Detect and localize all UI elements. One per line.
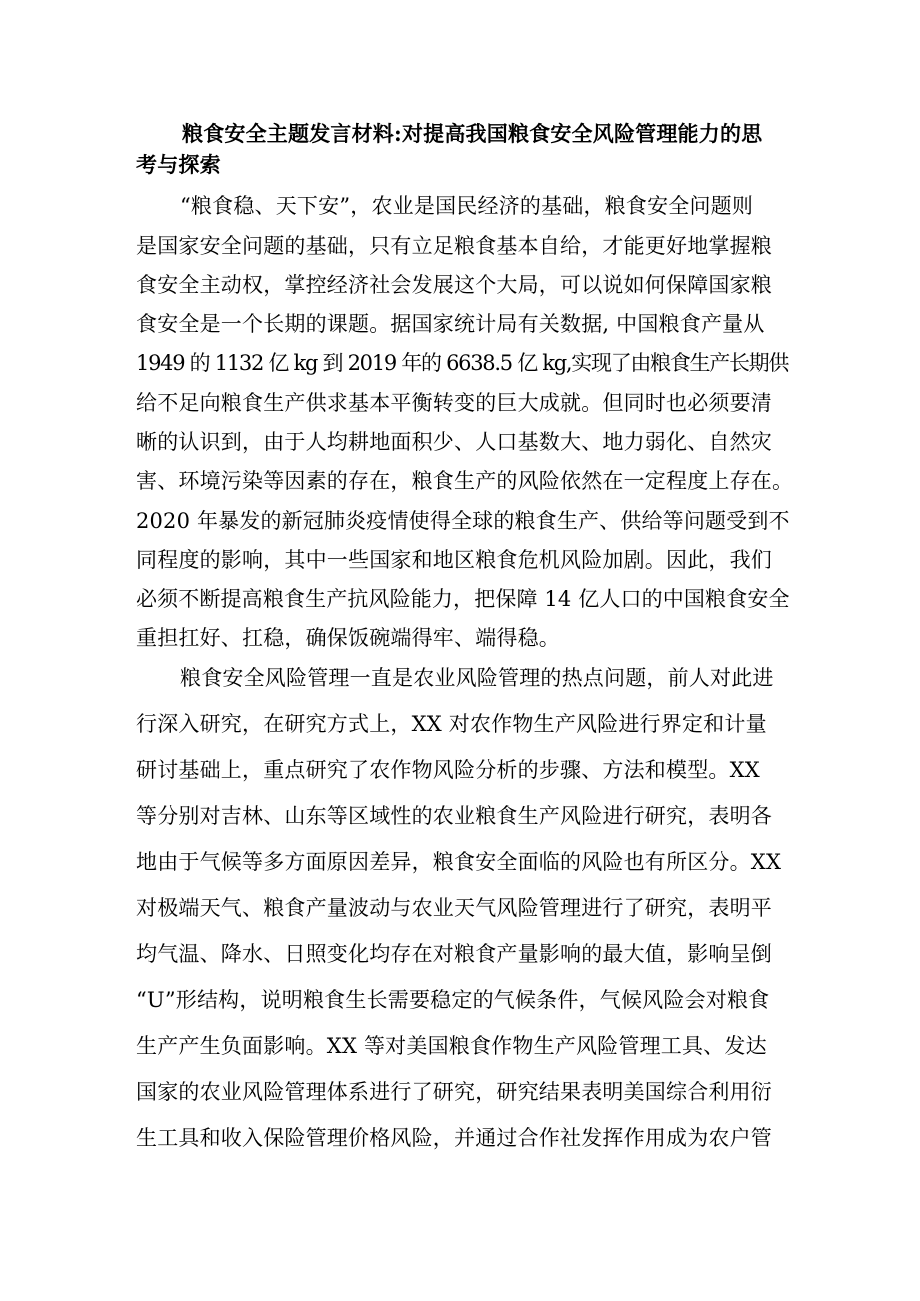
paragraph-1-line-9: 2020 年暴发的新冠肺炎疫情使得全球的粮食生产、供给等问题受到不: [136, 509, 790, 533]
paragraph-2-line-9: 生产产生负面影响。XX 等对美国粮食作物生产风险管理工具、发达: [136, 1034, 767, 1058]
paragraph-1-line-11: 必须不断提高粮食生产抗风险能力，把保障 14 亿人口的中国粮食安全: [136, 587, 790, 611]
paragraph-1-line-6: 给不足向粮食生产供求基本平衡转变的巨大成就。但同时也必须要清: [136, 391, 772, 415]
paragraph-2-line-5: 地由于气候等多方面原因差异，粮食安全面临的风险也有所区分。XX: [136, 850, 782, 874]
paragraph-2-line-11: 生工具和收入保险管理价格风险，并通过合作社发挥作用成为农户管: [136, 1126, 772, 1150]
paragraph-2-line-10: 国家的农业风险管理体系进行了研究，研究结果表明美国综合利用衍: [136, 1080, 772, 1104]
paragraph-1-line-12: 重担扛好、扛稳，确保饭碗端得牢、端得稳。: [136, 626, 560, 650]
paragraph-1-line-10: 同程度的影响，其中一些国家和地区粮食危机风险加剧。因此，我们: [136, 548, 772, 572]
document-title-line-2: 考与探索: [136, 152, 221, 177]
paragraph-1-line-7: 晰的认识到，由于人均耕地面积少、人口基数大、地力弱化、自然灾: [136, 430, 772, 454]
document-title-line-1: 粮食安全主题发言材料:对提高我国粮食安全风险管理能力的思: [182, 121, 763, 146]
paragraph-1-line-3: 食安全主动权，掌控经济社会发展这个大局，可以说如何保障国家粮: [136, 273, 772, 297]
paragraph-2-line-8: “U”形结构，说明粮食生长需要稳定的气候条件，气候风险会对粮食: [136, 988, 770, 1012]
paragraph-1-line-5: 1949 的 1132 亿 kg 到 2019 年的 6638.5 亿 kg,实现了由粮食生产长期供: [136, 351, 789, 375]
paragraph-2-line-4: 等分别对吉林、山东等区域性的农业粮食生产风险进行研究，表明各: [136, 804, 772, 828]
paragraph-1-line-1: “粮食稳、天下安”，农业是国民经济的基础，粮食安全问题则: [180, 194, 754, 218]
paragraph-2-line-6: 对极端天气、粮食产量波动与农业天气风险管理进行了研究，表明平: [136, 896, 772, 920]
paragraph-1-line-2: 是国家安全问题的基础，只有立足粮食基本自给，才能更好地掌握粮: [136, 234, 772, 258]
paragraph-1-line-8: 害、环境污染等因素的存在，粮食生产的风险依然在一定程度上存在。: [136, 469, 794, 493]
paragraph-2-line-2: 行深入研究，在研究方式上，XX 对农作物生产风险进行界定和计量: [136, 712, 767, 736]
paragraph-2-line-7: 均气温、降水、日照变化均存在对粮食产量影响的最大值，影响呈倒: [136, 942, 772, 966]
paragraph-2-line-1: 粮食安全风险管理一直是农业风险管理的热点问题，前人对此进: [180, 666, 774, 690]
paragraph-2-line-3: 研讨基础上，重点研究了农作物风险分析的步骤、方法和模型。XX: [136, 758, 760, 782]
paragraph-1-line-4: 食安全是一个长期的课题。据国家统计局有关数据, 中国粮食产量从: [136, 312, 765, 336]
